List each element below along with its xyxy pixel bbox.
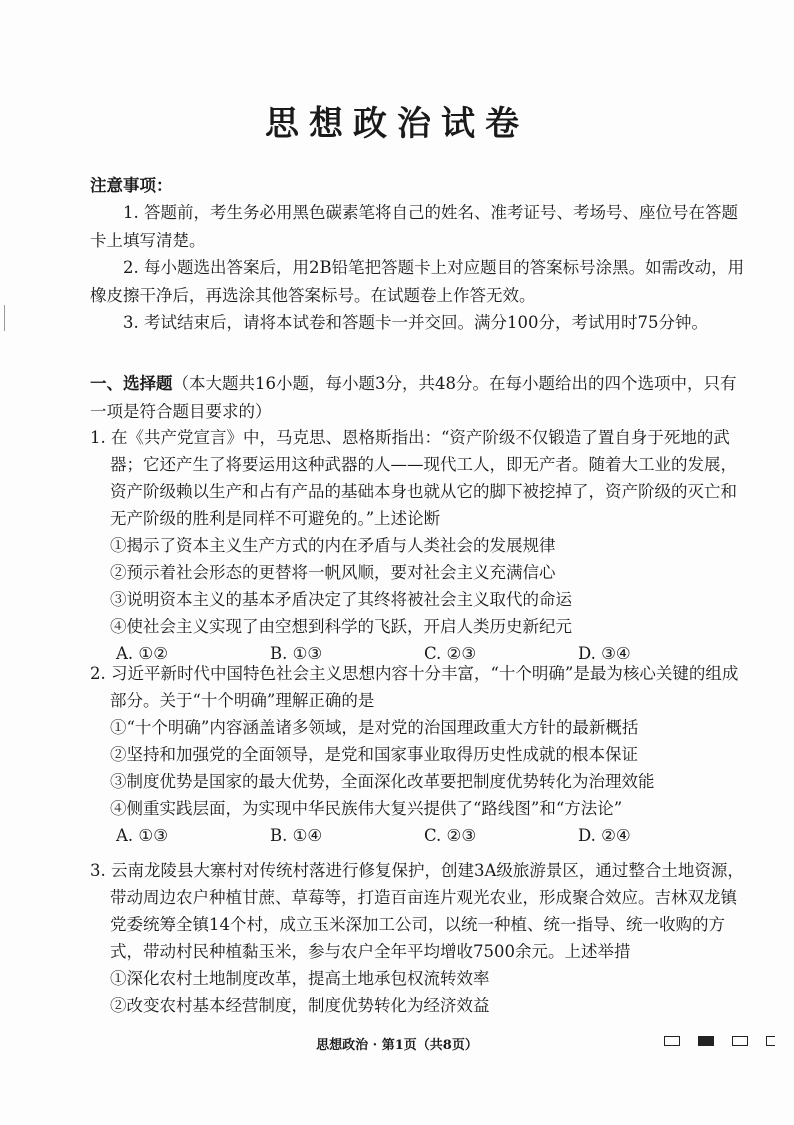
question-3 — [90, 857, 750, 1019]
page-footer: 思想政治 · 第1页（共8页） — [316, 1038, 478, 1053]
choice-c: C. ②③ — [424, 826, 477, 845]
note-item: 1. 答题前，考生务必用黑色碳素笔将自己的姓名、准考证号、考场号、座位号在答题卡上填写清楚。 — [90, 203, 738, 250]
section-choice — [90, 370, 750, 425]
choice-b: B. ①③ — [270, 644, 323, 663]
statement-option: ③制度优势是国家的最大优势，全面深化改革要把制度优势转化为治理效能 — [110, 772, 655, 791]
choice-a: A. ①③ — [116, 826, 168, 845]
filled-square-icon — [698, 1036, 714, 1046]
note-item: 2. 每小题选出答案后，用2B铅笔把答题卡上对应题目的答案标号涂黑。如需改动，用橡皮擦干净后，再选涂其他答案标号。在试题卷上作答无效。 — [90, 258, 745, 305]
section-heading: 一、选择题 — [90, 374, 173, 393]
choice-b: B. ①④ — [270, 826, 323, 845]
question-stem: 2. 习近平新时代中国特色社会主义思想内容十分丰富，“十个明确”是最为核心关键的组成部分。关于“十个明确”理解正确的是 — [90, 664, 739, 710]
scan-edge-mark — [4, 305, 5, 331]
statement-option: ④使社会主义实现了由空想到科学的飞跃，开启人类历史新纪元 — [110, 617, 572, 636]
choice-a: A. ①② — [116, 644, 168, 663]
statement-option: ①“十个明确”内容涵盖诸多领域，是对党的治国理政重大方针的最新概括 — [110, 718, 639, 737]
partial-square-icon — [766, 1036, 775, 1046]
statement-option: ②坚持和加强党的全面领导，是党和国家事业取得历史性成就的根本保证 — [110, 745, 638, 764]
notes-list — [90, 199, 750, 337]
question-stem: 3. 云南龙陵县大寨村对传统村落进行修复保护，创建3A级旅游景区，通过整合土地资源，带动周边农户种植甘蔗、草莓等，打造百亩连片观光农业，形成聚合效应。吉林双龙镇党委统筹全镇14个村，成立玉米深加工公司，以统一种植、统一指导、统一收购的方式，带动村民种植黏玉米，参与农户全年平均增收7500余元。上述举措 — [90, 861, 744, 961]
choice-d: D. ②④ — [578, 826, 631, 845]
statement-option: ③说明资本主义的基本矛盾决定了其终将被社会主义取代的命运 — [110, 590, 572, 609]
statement-option: ②预示着社会形态的更替将一帆风顺，要对社会主义充满信心 — [110, 563, 556, 582]
question-stem: 1. 在《共产党宣言》中，马克思、恩格斯指出：“资产阶级不仅锻造了置自身于死地的武器；它还产生了将要运用这种武器的人——现代工人，即无产者。随着大工业的发展，资产阶级赖以生产和占有产品的基础本身也就从它的脚下被挖掉了，资产阶级的灭亡和无产阶级的胜利是同样不可避免的。”上述论断 — [90, 428, 737, 528]
empty-square-icon — [664, 1036, 680, 1046]
statement-option: ①揭示了资本主义生产方式的内在矛盾与人类社会的发展规律 — [110, 536, 556, 555]
empty-square-icon — [732, 1036, 748, 1046]
page-title: 思想政治试卷 — [265, 104, 529, 144]
answer-choices — [90, 822, 750, 849]
alignment-marks — [664, 1036, 775, 1046]
notes-heading: 注意事项： — [90, 176, 173, 195]
choice-d: D. ③④ — [578, 644, 631, 663]
choice-c: C. ②③ — [424, 644, 477, 663]
statement-option: ①深化农村土地制度改革，提高土地承包权流转效率 — [110, 969, 490, 988]
statement-option: ④侧重实践层面，为实现中华民族伟大复兴提供了“路线图”和“方法论” — [110, 799, 623, 818]
section-description: （本大题共16小题，每小题3分，共48分。在每小题给出的四个选项中，只有一项是符合题目要求的） — [90, 374, 737, 421]
question-1 — [90, 424, 750, 667]
question-2 — [90, 660, 750, 849]
note-item: 3. 考试结束后，请将本试卷和答题卡一并交回。满分100分，考试用时75分钟。 — [123, 313, 708, 332]
statement-option: ②改变农村基本经营制度，制度优势转化为经济效益 — [110, 996, 490, 1015]
